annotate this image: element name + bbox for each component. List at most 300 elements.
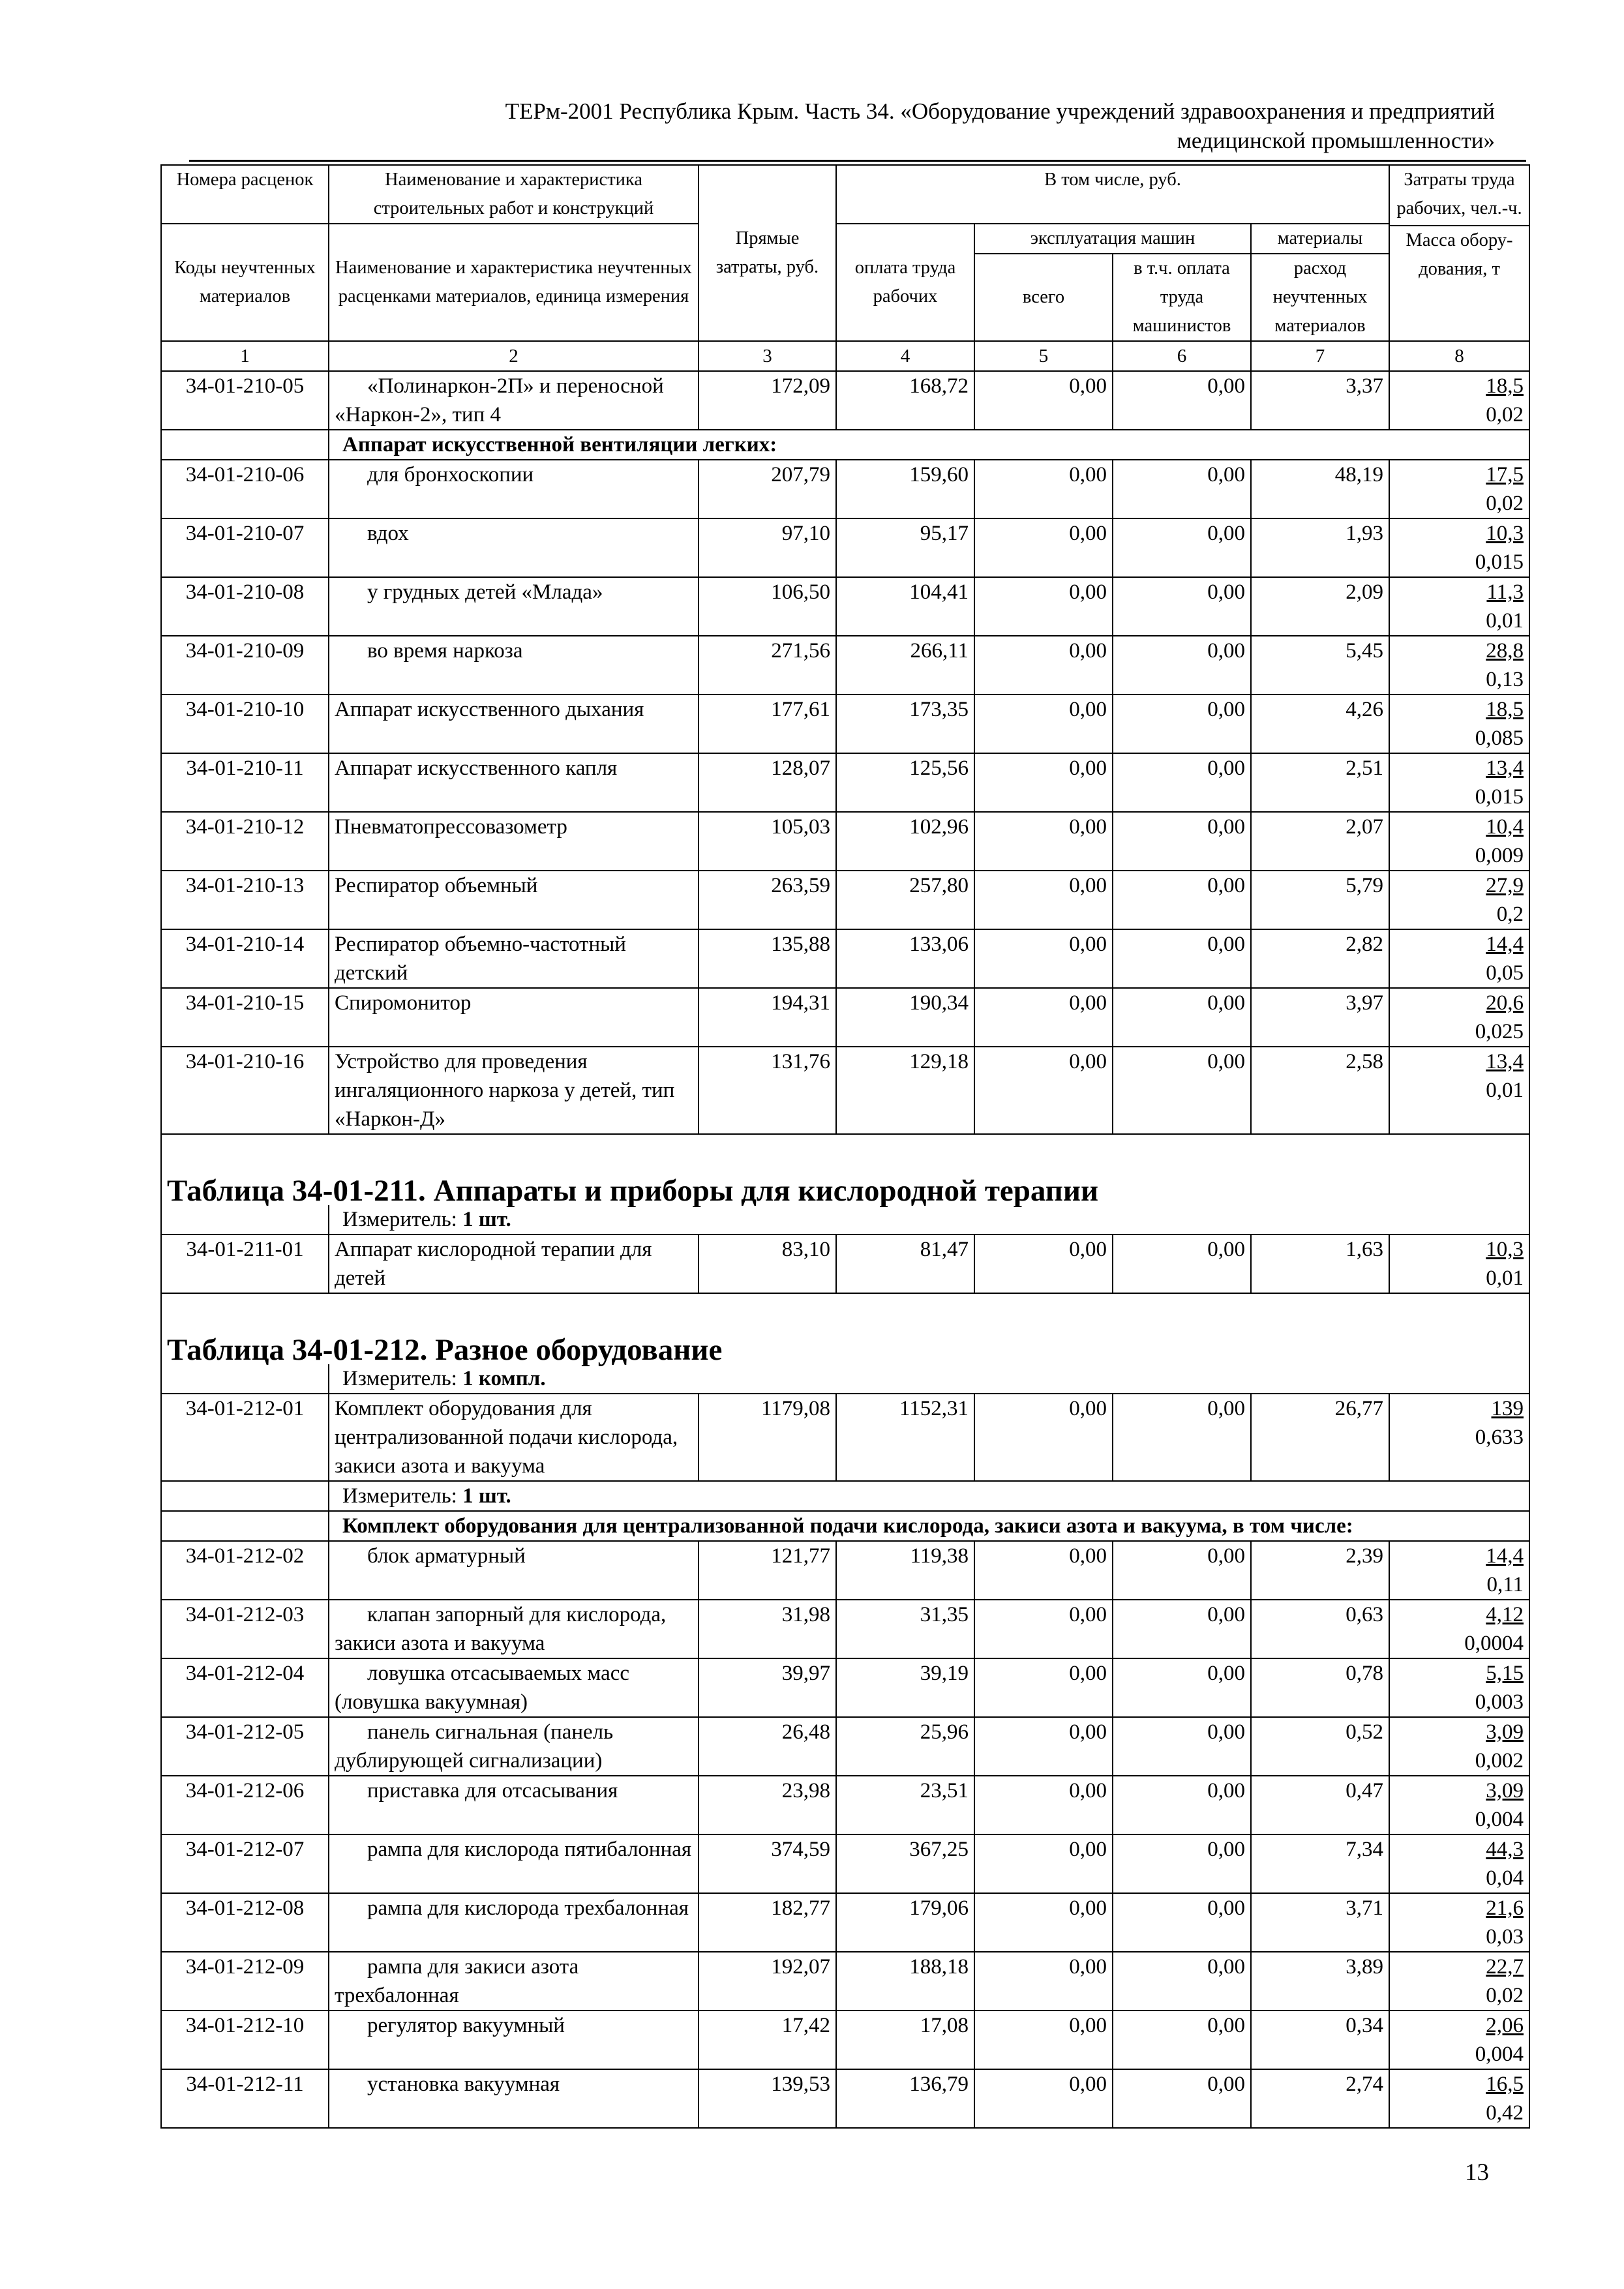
col-number: 6 (1113, 341, 1251, 371)
group-header: В том числе, руб. (836, 165, 1389, 224)
header-line-2: медицинской промышленности» (1177, 128, 1495, 153)
materials-cost: 2,39 (1251, 1541, 1389, 1600)
machines-total: 0,00 (974, 1658, 1113, 1717)
materials-cost: 0,34 (1251, 2011, 1389, 2069)
machinists-labor: 0,00 (1113, 1394, 1251, 1481)
machines-total: 0,00 (974, 1776, 1113, 1834)
rate-row (161, 1776, 1529, 1834)
labor-hours-and-mass (1389, 1541, 1529, 1600)
rate-code: 34-01-210-05 (161, 371, 329, 430)
rate-row (161, 695, 1529, 753)
rate-code: 34-01-212-06 (161, 1776, 329, 1834)
labor-cost: 266,11 (836, 636, 974, 695)
direct-cost: 263,59 (699, 871, 836, 929)
rate-name: Аппарат кислородной терапии для детей (329, 1234, 699, 1293)
header-rule (189, 160, 1526, 162)
equipment-mass: 0,2 (1496, 903, 1524, 926)
rate-row (161, 1234, 1529, 1293)
col-4-header: оплата труда рабочих (836, 224, 974, 341)
col-5-header: всего (974, 254, 1113, 341)
rate-code: 34-01-212-01 (161, 1394, 329, 1481)
machinists-labor: 0,00 (1113, 695, 1251, 753)
rate-code: 34-01-210-13 (161, 871, 329, 929)
direct-cost: 182,77 (699, 1893, 836, 1952)
equipment-mass: 0,01 (1486, 1079, 1524, 1102)
machinists-labor: 0,00 (1113, 636, 1251, 695)
materials-cost: 2,58 (1251, 1047, 1389, 1134)
col-1-header-bottom: Коды неучтенных материалов (161, 224, 329, 341)
direct-cost: 207,79 (699, 460, 836, 518)
materials-cost: 1,63 (1251, 1234, 1389, 1293)
labor-cost: 95,17 (836, 518, 974, 577)
materials-cost: 0,52 (1251, 1717, 1389, 1776)
machines-total: 0,00 (974, 1717, 1113, 1776)
rate-name: блок арматурный (329, 1541, 699, 1600)
labor-hours: 44,3 (1486, 1838, 1524, 1861)
machines-total: 0,00 (974, 1234, 1113, 1293)
equipment-mass: 0,03 (1486, 1925, 1524, 1949)
direct-cost: 106,50 (699, 577, 836, 636)
machines-total: 0,00 (974, 371, 1113, 430)
equipment-mass: 0,42 (1486, 2101, 1524, 2125)
machines-total: 0,00 (974, 812, 1113, 871)
col-8-header (1389, 165, 1529, 341)
materials-cost: 0,78 (1251, 1658, 1389, 1717)
labor-cost: 119,38 (836, 1541, 974, 1600)
machinists-labor: 0,00 (1113, 518, 1251, 577)
machines-header: эксплуатация машин (974, 224, 1251, 254)
labor-hours-and-mass (1389, 1952, 1529, 2011)
labor-hours-and-mass (1389, 1047, 1529, 1134)
section-header-row (161, 1511, 1529, 1541)
measure-value: 1 шт. (462, 1208, 511, 1231)
rate-code: 34-01-210-10 (161, 695, 329, 753)
equipment-mass: 0,085 (1475, 726, 1524, 750)
labor-cost: 179,06 (836, 1893, 974, 1952)
rate-name: Аппарат искусственного дыхания (329, 695, 699, 753)
rate-code: 34-01-212-11 (161, 2069, 329, 2128)
labor-cost: 31,35 (836, 1600, 974, 1658)
direct-cost: 374,59 (699, 1834, 836, 1893)
materials-cost: 48,19 (1251, 460, 1389, 518)
rate-row (161, 1834, 1529, 1893)
labor-hours-and-mass (1389, 518, 1529, 577)
machinists-labor: 0,00 (1113, 371, 1251, 430)
rate-name: Пневматопрессовазометр (329, 812, 699, 871)
machines-total: 0,00 (974, 871, 1113, 929)
equipment-mass: 0,002 (1475, 1749, 1524, 1773)
rate-code: 34-01-210-07 (161, 518, 329, 577)
machinists-labor: 0,00 (1113, 1834, 1251, 1893)
labor-hours: 10,3 (1486, 522, 1524, 545)
rate-code: 34-01-212-04 (161, 1658, 329, 1717)
rate-row (161, 1600, 1529, 1658)
section-header-row (161, 430, 1529, 460)
rate-code: 34-01-212-08 (161, 1893, 329, 1952)
machines-total: 0,00 (974, 577, 1113, 636)
section-title: Комплект оборудования для централизованной подачи кислорода, закиси азота и вакуума, в том числе: (329, 1511, 1529, 1541)
labor-hours: 28,8 (1486, 639, 1524, 663)
materials-cost: 2,09 (1251, 577, 1389, 636)
labor-hours-and-mass (1389, 460, 1529, 518)
table-title-row (161, 1336, 1529, 1364)
materials-cost: 2,51 (1251, 753, 1389, 812)
labor-hours-and-mass (1389, 371, 1529, 430)
rates-table-body (161, 165, 1529, 2128)
rate-code: 34-01-212-09 (161, 1952, 329, 2011)
table-211-title: Таблица 34-01-211. Аппараты и приборы для кислородной терапии (161, 1176, 1529, 1205)
col-7-header: расход неучтенных материалов (1251, 254, 1389, 341)
labor-cost: 102,96 (836, 812, 974, 871)
page-number: 13 (1465, 2159, 1489, 2186)
rate-name: ловушка отсасываемых масс (ловушка вакуумная) (329, 1658, 699, 1717)
rate-row (161, 577, 1529, 636)
machinists-labor: 0,00 (1113, 871, 1251, 929)
labor-cost: 39,19 (836, 1658, 974, 1717)
rate-name: установка вакуумная (329, 2069, 699, 2128)
materials-cost: 26,77 (1251, 1394, 1389, 1481)
col-number: 8 (1389, 341, 1529, 371)
rate-row (161, 518, 1529, 577)
machines-total: 0,00 (974, 1394, 1113, 1481)
rate-name: Спиромонитор (329, 988, 699, 1047)
table-title-row (161, 1176, 1529, 1205)
labor-cost: 159,60 (836, 460, 974, 518)
table-212-title: Таблица 34-01-212. Разное оборудование (161, 1336, 1529, 1364)
labor-cost: 136,79 (836, 2069, 974, 2128)
equipment-mass: 0,04 (1486, 1866, 1524, 1890)
materials-cost: 3,97 (1251, 988, 1389, 1047)
direct-cost: 31,98 (699, 1600, 836, 1658)
rate-name: рампа для закиси азота трехбалонная (329, 1952, 699, 2011)
direct-cost: 128,07 (699, 753, 836, 812)
labor-hours: 22,7 (1486, 1955, 1524, 1979)
col-number: 4 (836, 341, 974, 371)
col-2-header-top: Наименование и характеристика строительных работ и конструкций (329, 165, 699, 224)
spacer-row (161, 1134, 1529, 1176)
labor-hours-and-mass (1389, 577, 1529, 636)
machines-total: 0,00 (974, 2011, 1113, 2069)
direct-cost: 121,77 (699, 1541, 836, 1600)
column-number-row (161, 341, 1529, 371)
labor-cost: 173,35 (836, 695, 974, 753)
direct-cost: 194,31 (699, 988, 836, 1047)
equipment-mass: 0,01 (1486, 609, 1524, 633)
machines-total: 0,00 (974, 1047, 1113, 1134)
labor-cost: 257,80 (836, 871, 974, 929)
equipment-mass: 0,015 (1475, 550, 1524, 574)
machines-total: 0,00 (974, 1600, 1113, 1658)
rate-code: 34-01-210-15 (161, 988, 329, 1047)
rate-code: 34-01-210-12 (161, 812, 329, 871)
labor-hours: 18,5 (1486, 374, 1524, 398)
section-title: Аппарат искусственной вентиляции легких: (329, 430, 1529, 460)
rate-name: Респиратор объемный (329, 871, 699, 929)
rate-name: вдох (329, 518, 699, 577)
rate-name: для бронхоскопии (329, 460, 699, 518)
machines-total: 0,00 (974, 988, 1113, 1047)
machinists-labor: 0,00 (1113, 1047, 1251, 1134)
col-8-header-top: Затраты труда рабочих, чел.-ч. (1396, 170, 1522, 218)
rate-code: 34-01-212-02 (161, 1541, 329, 1600)
machines-total: 0,00 (974, 1952, 1113, 2011)
labor-hours: 11,3 (1486, 580, 1524, 604)
measure-label: Измеритель: (342, 1484, 457, 1508)
labor-cost: 25,96 (836, 1717, 974, 1776)
rate-code: 34-01-211-01 (161, 1234, 329, 1293)
machinists-labor: 0,00 (1113, 2011, 1251, 2069)
rate-name: Респиратор объемно-частотный детский (329, 929, 699, 988)
col-number: 5 (974, 341, 1113, 371)
materials-cost: 2,07 (1251, 812, 1389, 871)
rates-table (160, 164, 1530, 2129)
machines-total: 0,00 (974, 2069, 1113, 2128)
labor-hours: 2,06 (1486, 2014, 1524, 2037)
rate-code: 34-01-212-07 (161, 1834, 329, 1893)
materials-cost: 4,26 (1251, 695, 1389, 753)
col-number: 7 (1251, 341, 1389, 371)
rate-row (161, 1541, 1529, 1600)
labor-cost: 367,25 (836, 1834, 974, 1893)
rate-name: Аппарат искусственного капля (329, 753, 699, 812)
rate-name: во время наркоза (329, 636, 699, 695)
direct-cost: 172,09 (699, 371, 836, 430)
machinists-labor: 0,00 (1113, 1893, 1251, 1952)
rate-row (161, 636, 1529, 695)
materials-cost: 0,47 (1251, 1776, 1389, 1834)
machinists-labor: 0,00 (1113, 1776, 1251, 1834)
direct-cost: 177,61 (699, 695, 836, 753)
labor-hours-and-mass (1389, 988, 1529, 1047)
rate-name: Комплект оборудования для централизованной подачи кислорода, закиси азота и вакуума (329, 1394, 699, 1481)
materials-cost: 2,74 (1251, 2069, 1389, 2128)
measure-label: Измеритель: (342, 1367, 457, 1390)
rate-code: 34-01-210-09 (161, 636, 329, 695)
materials-header: материалы (1251, 224, 1389, 254)
rate-row (161, 2011, 1529, 2069)
machines-total: 0,00 (974, 518, 1113, 577)
rate-code: 34-01-210-11 (161, 753, 329, 812)
equipment-mass: 0,004 (1475, 1808, 1524, 1831)
equipment-mass: 0,05 (1486, 961, 1524, 985)
direct-cost: 105,03 (699, 812, 836, 871)
machinists-labor: 0,00 (1113, 1658, 1251, 1717)
materials-cost: 7,34 (1251, 1834, 1389, 1893)
labor-hours: 3,09 (1486, 1779, 1524, 1803)
spacer-row (161, 1293, 1529, 1336)
rate-code: 34-01-210-16 (161, 1047, 329, 1134)
rate-row (161, 1717, 1529, 1776)
labor-hours: 10,3 (1486, 1238, 1524, 1261)
direct-cost: 23,98 (699, 1776, 836, 1834)
equipment-mass: 0,02 (1486, 492, 1524, 515)
header-row-1 (161, 165, 1529, 224)
labor-hours: 27,9 (1486, 874, 1524, 897)
labor-hours: 10,4 (1486, 815, 1524, 839)
materials-cost: 2,82 (1251, 929, 1389, 988)
machinists-labor: 0,00 (1113, 577, 1251, 636)
measure-label: Измеритель: (342, 1208, 457, 1231)
labor-hours: 18,5 (1486, 698, 1524, 721)
labor-hours: 16,5 (1486, 2072, 1524, 2096)
direct-cost: 135,88 (699, 929, 836, 988)
labor-hours-and-mass (1389, 1893, 1529, 1952)
rate-name: рампа для кислорода трехбалонная (329, 1893, 699, 1952)
col-1-header-top: Номера расценок (161, 165, 329, 224)
machinists-labor: 0,00 (1113, 988, 1251, 1047)
measure-value: 1 шт. (462, 1484, 511, 1508)
labor-hours-and-mass (1389, 2069, 1529, 2128)
labor-hours: 3,09 (1486, 1720, 1524, 1744)
equipment-mass: 0,13 (1486, 668, 1524, 691)
measure-cell (329, 1205, 1529, 1234)
machines-total: 0,00 (974, 929, 1113, 988)
measure-cell (329, 1481, 1529, 1511)
measure-row (161, 1481, 1529, 1511)
equipment-mass: 0,633 (1475, 1426, 1524, 1449)
materials-cost: 1,93 (1251, 518, 1389, 577)
labor-hours: 21,6 (1486, 1896, 1524, 1920)
col-6-header: в т.ч. оплата труда машинистов (1113, 254, 1251, 341)
machines-total: 0,00 (974, 1541, 1113, 1600)
labor-hours-and-mass (1389, 2011, 1529, 2069)
machinists-labor: 0,00 (1113, 1600, 1251, 1658)
rate-name: Устройство для проведения ингаляционного наркоза у детей, тип «Наркон-Д» (329, 1047, 699, 1134)
labor-hours-and-mass (1389, 695, 1529, 753)
labor-hours-and-mass (1389, 871, 1529, 929)
rate-code: 34-01-210-08 (161, 577, 329, 636)
labor-hours-and-mass (1389, 1600, 1529, 1658)
rate-row (161, 1658, 1529, 1717)
labor-hours: 4,12 (1486, 1603, 1524, 1626)
materials-cost: 5,45 (1251, 636, 1389, 695)
materials-cost: 0,63 (1251, 1600, 1389, 1658)
rate-row (161, 1394, 1529, 1481)
header-row-2 (161, 224, 1529, 254)
machinists-labor: 0,00 (1113, 2069, 1251, 2128)
machinists-labor: 0,00 (1113, 929, 1251, 988)
measure-row (161, 1205, 1529, 1234)
running-header (287, 97, 1495, 155)
rate-code: 34-01-212-05 (161, 1717, 329, 1776)
labor-hours: 139 (1491, 1397, 1524, 1420)
direct-cost: 83,10 (699, 1234, 836, 1293)
direct-cost: 1179,08 (699, 1394, 836, 1481)
materials-cost: 3,37 (1251, 371, 1389, 430)
equipment-mass: 0,015 (1475, 785, 1524, 809)
rate-row (161, 812, 1529, 871)
direct-cost: 97,10 (699, 518, 836, 577)
labor-hours-and-mass (1389, 1394, 1529, 1481)
col-number: 1 (161, 341, 329, 371)
rate-row (161, 2069, 1529, 2128)
labor-cost: 133,06 (836, 929, 974, 988)
equipment-mass: 0,02 (1486, 403, 1524, 426)
rate-row (161, 871, 1529, 929)
machines-total: 0,00 (974, 753, 1113, 812)
labor-hours: 14,4 (1486, 933, 1524, 956)
labor-hours-and-mass (1389, 812, 1529, 871)
measure-row (161, 1364, 1529, 1394)
labor-cost: 168,72 (836, 371, 974, 430)
labor-hours: 13,4 (1486, 1050, 1524, 1073)
labor-hours: 17,5 (1486, 463, 1524, 486)
equipment-mass: 0,025 (1475, 1020, 1524, 1043)
labor-cost: 17,08 (836, 2011, 974, 2069)
direct-cost: 26,48 (699, 1717, 836, 1776)
col-8-header-bottom: Масса обору-дования, т (1390, 225, 1529, 284)
labor-cost: 190,34 (836, 988, 974, 1047)
labor-cost: 125,56 (836, 753, 974, 812)
header-line-1: ТЕРм-2001 Республика Крым. Часть 34. «Оборудование учреждений здравоохранения и предприятий (505, 98, 1495, 124)
rate-row (161, 1893, 1529, 1952)
rate-row (161, 371, 1529, 430)
direct-cost: 131,76 (699, 1047, 836, 1134)
rate-row (161, 929, 1529, 988)
rate-row (161, 1952, 1529, 2011)
labor-cost: 23,51 (836, 1776, 974, 1834)
materials-cost: 5,79 (1251, 871, 1389, 929)
machinists-labor: 0,00 (1113, 1952, 1251, 2011)
machinists-labor: 0,00 (1113, 812, 1251, 871)
rate-code: 34-01-212-10 (161, 2011, 329, 2069)
machinists-labor: 0,00 (1113, 1541, 1251, 1600)
equipment-mass: 0,009 (1475, 844, 1524, 867)
labor-hours: 13,4 (1486, 756, 1524, 780)
labor-hours: 14,4 (1486, 1544, 1524, 1568)
rate-name: клапан запорный для кислорода, закиси азота и вакуума (329, 1600, 699, 1658)
labor-hours-and-mass (1389, 929, 1529, 988)
rate-row (161, 753, 1529, 812)
col-number: 3 (699, 341, 836, 371)
machinists-labor: 0,00 (1113, 1234, 1251, 1293)
labor-hours-and-mass (1389, 1658, 1529, 1717)
machines-total: 0,00 (974, 636, 1113, 695)
direct-cost: 139,53 (699, 2069, 836, 2128)
labor-cost: 104,41 (836, 577, 974, 636)
machinists-labor: 0,00 (1113, 1717, 1251, 1776)
equipment-mass: 0,02 (1486, 1984, 1524, 2007)
labor-cost: 129,18 (836, 1047, 974, 1134)
machines-total: 0,00 (974, 1893, 1113, 1952)
direct-cost: 271,56 (699, 636, 836, 695)
labor-cost: 188,18 (836, 1952, 974, 2011)
direct-cost: 17,42 (699, 2011, 836, 2069)
rate-name: «Полинаркон-2П» и переносной «Наркон-2», тип 4 (329, 371, 699, 430)
equipment-mass: 0,11 (1486, 1573, 1524, 1596)
labor-cost: 81,47 (836, 1234, 974, 1293)
labor-hours-and-mass (1389, 1776, 1529, 1834)
rate-name: у грудных детей «Млада» (329, 577, 699, 636)
rate-name: регулятор вакуумный (329, 2011, 699, 2069)
rate-row (161, 1047, 1529, 1134)
labor-cost: 1152,31 (836, 1394, 974, 1481)
materials-cost: 3,89 (1251, 1952, 1389, 2011)
rate-code: 34-01-210-06 (161, 460, 329, 518)
col-2-header-bottom: Наименование и характеристика неучтенных расценками материалов, единица измерения (329, 224, 699, 341)
equipment-mass: 0,004 (1475, 2042, 1524, 2066)
equipment-mass: 0,0004 (1464, 1632, 1524, 1655)
direct-cost: 39,97 (699, 1658, 836, 1717)
rate-row (161, 460, 1529, 518)
direct-cost: 192,07 (699, 1952, 836, 2011)
machines-total: 0,00 (974, 695, 1113, 753)
measure-value: 1 компл. (462, 1367, 546, 1390)
machinists-labor: 0,00 (1113, 753, 1251, 812)
labor-hours-and-mass (1389, 1717, 1529, 1776)
machines-total: 0,00 (974, 460, 1113, 518)
labor-hours: 5,15 (1486, 1662, 1524, 1685)
